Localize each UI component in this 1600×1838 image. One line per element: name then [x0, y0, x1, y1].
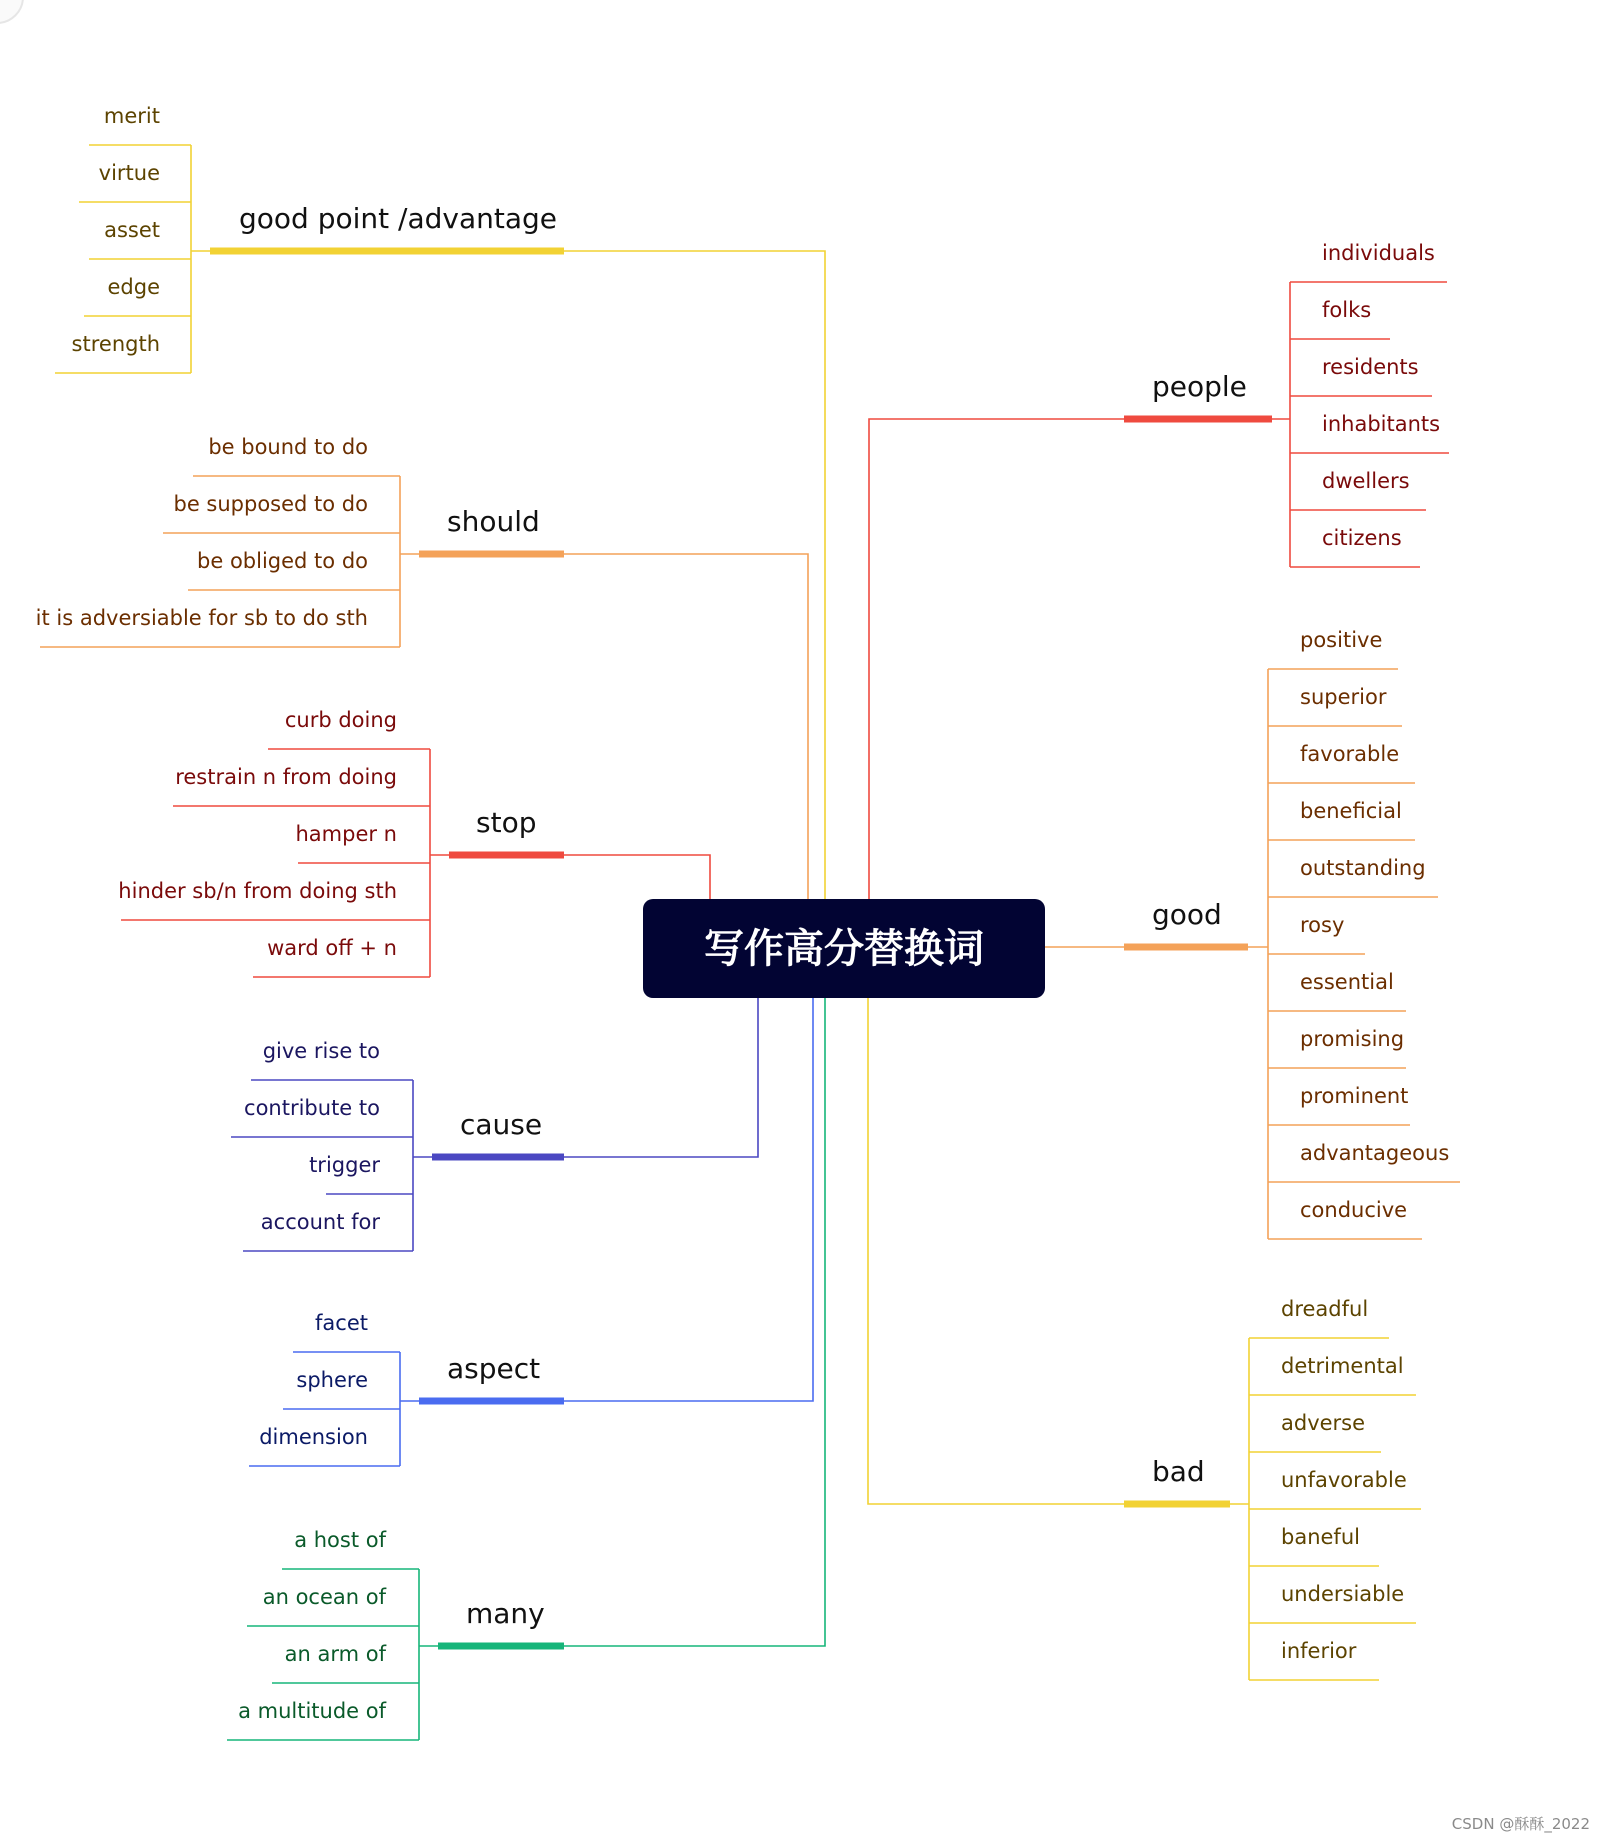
leaf-should-0[interactable]	[193, 435, 400, 476]
leaf-label: citizens	[1322, 526, 1402, 550]
leaf-good-0[interactable]	[1268, 628, 1398, 669]
leaf-good-point-3[interactable]	[84, 275, 191, 316]
leaf-label: merit	[103, 104, 160, 128]
leaf-people-4[interactable]	[1290, 469, 1426, 510]
leaf-label: dimension	[259, 1425, 368, 1449]
branch-stop[interactable]	[118, 708, 564, 977]
leaf-label: trigger	[309, 1153, 380, 1177]
leaf-label: restrain n from doing	[175, 765, 397, 789]
branch-cause[interactable]	[231, 1039, 564, 1251]
branch-aspect[interactable]	[249, 1311, 564, 1466]
watermark: CSDN @酥酥_2022	[1451, 1815, 1590, 1833]
leaf-label: an arm of	[284, 1642, 386, 1666]
leaf-label: baneful	[1281, 1525, 1360, 1549]
leaf-bad-5[interactable]	[1249, 1582, 1416, 1623]
branch-label-aspect[interactable]: aspect	[447, 1352, 541, 1385]
leaf-label: facet	[315, 1311, 368, 1335]
leaf-many-1[interactable]	[247, 1585, 419, 1626]
leaf-good-5[interactable]	[1268, 913, 1365, 954]
leaf-good-2[interactable]	[1268, 742, 1415, 783]
leaf-bad-6[interactable]	[1249, 1639, 1379, 1680]
should-connector	[564, 554, 808, 899]
branch-many[interactable]	[227, 1528, 564, 1740]
leaf-good-4[interactable]	[1268, 856, 1438, 897]
leaf-stop-3[interactable]	[118, 879, 430, 920]
leaf-label: superior	[1300, 685, 1387, 709]
branch-should[interactable]	[36, 435, 564, 647]
leaf-cause-2[interactable]	[309, 1153, 413, 1194]
leaf-label: be supposed to do	[173, 492, 368, 516]
leaf-label: be bound to do	[208, 435, 368, 459]
leaf-label: an ocean of	[262, 1585, 386, 1609]
cause-connector	[564, 998, 758, 1157]
leaf-good-1[interactable]	[1268, 685, 1402, 726]
stop-connector	[564, 855, 710, 899]
leaf-label: inhabitants	[1322, 412, 1441, 436]
leaf-label: strength	[71, 332, 160, 356]
leaf-label: conducive	[1300, 1198, 1408, 1222]
leaf-good-point-0[interactable]	[89, 104, 191, 145]
leaf-aspect-0[interactable]	[293, 1311, 400, 1352]
branch-label-good-point[interactable]: good point /advantage	[239, 202, 557, 235]
branch-label-bad[interactable]: bad	[1152, 1455, 1205, 1488]
branch-label-good[interactable]: good	[1152, 898, 1222, 931]
leaf-good-6[interactable]	[1268, 970, 1406, 1011]
people-connector	[869, 419, 1124, 899]
leaf-label: ward off + n	[267, 936, 397, 960]
leaf-stop-0[interactable]	[268, 708, 430, 749]
leaf-label: essential	[1300, 970, 1394, 994]
root-title: 写作高分替换词	[704, 926, 984, 972]
leaf-people-2[interactable]	[1290, 355, 1432, 396]
leaf-label: asset	[104, 218, 160, 242]
leaf-label: sphere	[296, 1368, 368, 1392]
leaf-label: positive	[1300, 628, 1383, 652]
leaf-good-point-1[interactable]	[79, 161, 191, 202]
leaf-aspect-2[interactable]	[249, 1425, 400, 1466]
leaf-label: a host of	[294, 1528, 386, 1552]
leaf-good-9[interactable]	[1268, 1141, 1460, 1182]
good-point-connector	[564, 251, 825, 899]
leaf-label: prominent	[1300, 1084, 1409, 1108]
leaf-label: inferior	[1281, 1639, 1357, 1663]
leaf-should-1[interactable]	[163, 492, 400, 533]
branch-label-stop[interactable]: stop	[476, 806, 537, 839]
leaf-bad-2[interactable]	[1249, 1411, 1381, 1452]
leaf-label: hinder sb/n from doing sth	[118, 879, 397, 903]
many-connector	[564, 998, 825, 1646]
leaf-bad-1[interactable]	[1249, 1354, 1416, 1395]
leaf-label: undersiable	[1281, 1582, 1405, 1606]
leaf-label: promising	[1300, 1027, 1405, 1051]
branch-label-people[interactable]: people	[1152, 370, 1247, 403]
leaf-label: unfavorable	[1281, 1468, 1407, 1492]
leaf-aspect-1[interactable]	[283, 1368, 400, 1409]
bad-connector	[868, 998, 1124, 1504]
leaf-people-3[interactable]	[1290, 412, 1449, 453]
leaf-label: virtue	[98, 161, 160, 185]
leaf-label: favorable	[1300, 742, 1400, 766]
leaf-stop-1[interactable]	[173, 765, 430, 806]
leaf-cause-3[interactable]	[243, 1210, 413, 1251]
leaf-good-point-4[interactable]	[55, 332, 191, 373]
leaf-stop-2[interactable]	[295, 822, 430, 863]
leaf-label: give rise to	[262, 1039, 380, 1063]
leaf-should-3[interactable]	[36, 606, 400, 647]
leaf-label: adverse	[1281, 1411, 1366, 1435]
leaf-many-2[interactable]	[272, 1642, 419, 1683]
leaf-good-point-2[interactable]	[89, 218, 191, 259]
leaf-good-7[interactable]	[1268, 1027, 1406, 1068]
leaf-stop-4[interactable]	[253, 936, 430, 977]
leaf-bad-4[interactable]	[1249, 1525, 1379, 1566]
leaf-label: dreadful	[1281, 1297, 1369, 1321]
leaf-label: contribute to	[244, 1096, 380, 1120]
leaf-label: edge	[107, 275, 160, 299]
branch-people[interactable]	[1124, 241, 1449, 567]
leaf-label: be obliged to do	[197, 549, 368, 573]
branch-good[interactable]	[1124, 628, 1460, 1239]
leaf-good-8[interactable]	[1268, 1084, 1410, 1125]
leaf-label: advantageous	[1300, 1141, 1450, 1165]
leaf-good-3[interactable]	[1268, 799, 1415, 840]
leaf-label: a multitude of	[238, 1699, 386, 1723]
leaf-label: folks	[1322, 298, 1372, 322]
branch-label-should[interactable]: should	[447, 505, 540, 538]
leaf-label: residents	[1322, 355, 1419, 379]
leaf-label: beneficial	[1300, 799, 1402, 823]
leaf-cause-0[interactable]	[251, 1039, 413, 1080]
leaf-label: outstanding	[1300, 856, 1426, 880]
leaf-label: detrimental	[1281, 1354, 1404, 1378]
aspect-connector	[564, 998, 813, 1401]
root-node[interactable]	[643, 899, 1045, 998]
leaf-label: account for	[260, 1210, 380, 1234]
leaf-should-2[interactable]	[188, 549, 400, 590]
branch-label-cause[interactable]: cause	[460, 1108, 543, 1141]
leaf-cause-1[interactable]	[231, 1096, 413, 1137]
leaf-good-10[interactable]	[1268, 1198, 1422, 1239]
leaf-label: hamper n	[295, 822, 397, 846]
branch-bad[interactable]	[1124, 1297, 1421, 1680]
leaf-many-0[interactable]	[282, 1528, 419, 1569]
leaf-label: dwellers	[1322, 469, 1410, 493]
leaf-people-1[interactable]	[1290, 298, 1390, 339]
leaf-label: it is adversiable for sb to do sth	[35, 606, 368, 630]
leaf-people-5[interactable]	[1290, 526, 1420, 567]
leaf-label: curb doing	[284, 708, 397, 732]
leaf-people-0[interactable]	[1290, 241, 1447, 282]
leaf-many-3[interactable]	[227, 1699, 419, 1740]
leaf-label: rosy	[1300, 913, 1345, 937]
branch-label-many[interactable]: many	[466, 1597, 545, 1630]
leaf-bad-3[interactable]	[1249, 1468, 1421, 1509]
branch-good-point[interactable]	[55, 104, 564, 373]
leaf-bad-0[interactable]	[1249, 1297, 1389, 1338]
leaf-label: individuals	[1322, 241, 1435, 265]
